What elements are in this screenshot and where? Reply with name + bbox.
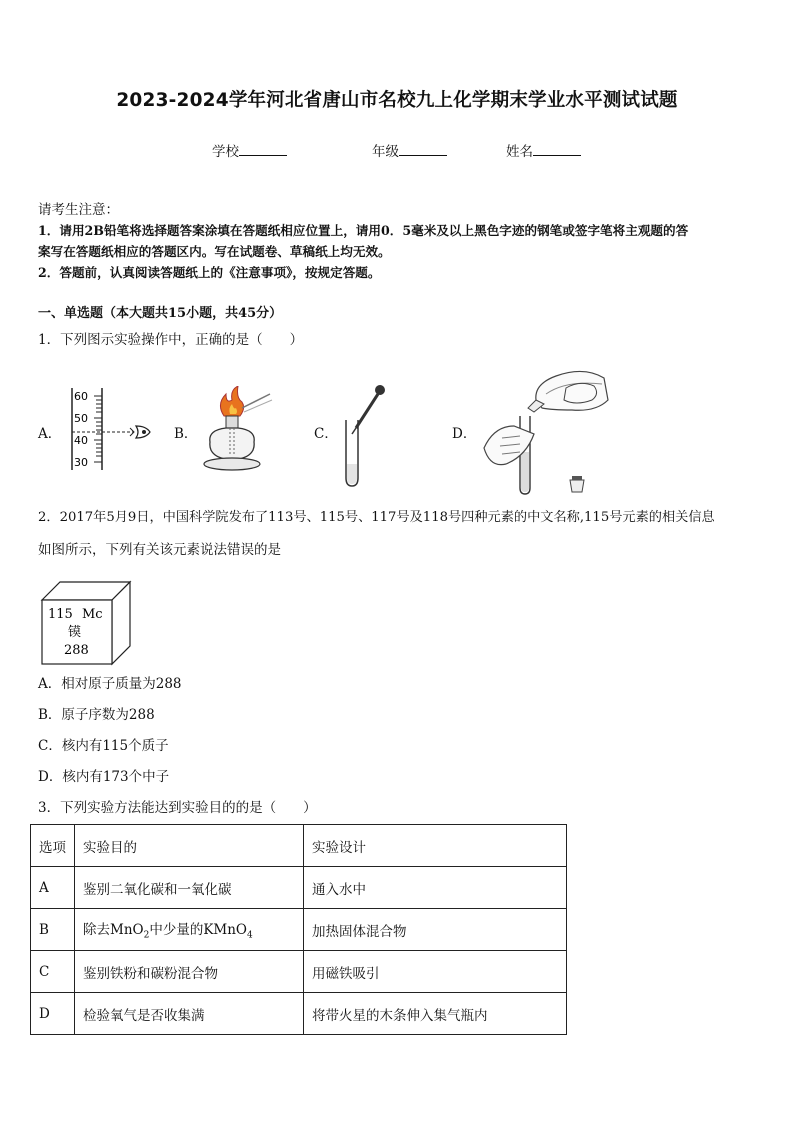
row-purpose: 鉴别二氧化碳和一氧化碳 <box>75 867 304 909</box>
q2-stem-line1: 2．2017年5月9日，中国科学院发布了113号、115号、117号及118号四种元素的中文名称,115号元素的相关信息 <box>38 510 715 525</box>
row-design: 通入水中 <box>304 867 567 909</box>
tick-50: 50 <box>74 412 88 425</box>
element-mass: 288 <box>64 643 89 658</box>
table-row <box>31 867 567 909</box>
figure-c-test-tube-dropper <box>336 384 396 488</box>
figure-d-pouring-liquid <box>476 360 616 500</box>
header-option: 选项 <box>31 825 75 867</box>
row-design: 加热固体混合物 <box>304 909 567 951</box>
purpose-text: 中少量的KMnO <box>149 922 247 939</box>
figure-b-alcohol-lamp <box>196 386 276 474</box>
purpose-text: 除去MnO <box>83 922 144 939</box>
q2-option-a: A．相对原子质量为288 <box>38 676 182 692</box>
section1-heading: 一、单选题（本大题共15小题，共45分） <box>38 306 283 321</box>
table-row <box>31 951 567 993</box>
q3-stem: 3．下列实验方法能达到实验目的的是（ ） <box>38 800 317 816</box>
tick-40: 40 <box>74 434 88 447</box>
name-blank[interactable] <box>533 142 581 156</box>
q1-label-b: B． <box>174 426 198 442</box>
q2-option-d: D．核内有173个中子 <box>38 769 170 785</box>
header-purpose: 实验目的 <box>75 825 304 867</box>
tick-60: 60 <box>74 390 88 403</box>
q2-stem-line2: 如图所示，下列有关该元素说法错误的是 <box>38 542 281 558</box>
name-field <box>506 140 581 160</box>
q1-label-d: D． <box>452 426 477 442</box>
name-label: 姓名 <box>506 144 533 160</box>
grade-label: 年级 <box>372 144 399 160</box>
grade-blank[interactable] <box>399 142 447 156</box>
table-row <box>31 909 567 951</box>
q3-table <box>30 824 567 1035</box>
notice-heading: 请考生注意： <box>38 202 119 218</box>
dropper-bulb-icon <box>375 385 385 395</box>
grade-field <box>372 140 447 160</box>
subscript: 2 <box>143 930 150 941</box>
notice-item1-line2: 案写在答题纸相应的答题区内。写在试题卷、草稿纸上均无效。 <box>38 244 391 259</box>
page-title: 2023-2024学年河北省唐山市名校九上化学期末学业水平测试试题 <box>116 90 678 111</box>
row-option: A <box>31 867 75 909</box>
element-symbol: Mc <box>82 607 103 622</box>
row-purpose: 鉴别铁粉和碳粉混合物 <box>75 951 304 993</box>
row-design: 用磁铁吸引 <box>304 951 567 993</box>
subscript: 4 <box>247 930 253 941</box>
q2-option-c: C．核内有115个质子 <box>38 738 169 754</box>
notice-item2: 2．答题前，认真阅读答题纸上的《注意事项》，按规定答题。 <box>38 265 381 280</box>
row-option: C <box>31 951 75 993</box>
table-header-row <box>31 825 567 867</box>
element-card <box>38 578 134 668</box>
table-row <box>31 993 567 1035</box>
notice-item1-line1: 1．请用2B铅笔将选择题答案涂填在答题纸相应位置上，请用0．5毫米及以上黑色字迹的钢笔或签字笔将主观题的答 <box>38 223 689 238</box>
row-option: D <box>31 993 75 1035</box>
q1-label-a: A． <box>38 426 62 442</box>
tick-30: 30 <box>74 456 88 469</box>
row-option: B <box>31 909 75 951</box>
school-field <box>212 140 287 160</box>
row-purpose <box>75 909 304 951</box>
q1-label-c: C． <box>314 426 338 442</box>
q2-option-b: B．原子序数为288 <box>38 707 155 723</box>
school-label: 学校 <box>212 144 239 160</box>
school-blank[interactable] <box>239 142 287 156</box>
element-number: 115 <box>48 607 73 622</box>
header-design: 实验设计 <box>304 825 567 867</box>
row-design: 将带火星的木条伸入集气瓶内 <box>304 993 567 1035</box>
q1-stem: 1．下列图示实验操作中，正确的是（ ） <box>38 332 304 348</box>
stopper-icon <box>570 480 584 492</box>
element-name: 镆 <box>68 625 82 640</box>
figure-a-cylinder-reading <box>66 386 154 472</box>
row-purpose: 检验氧气是否收集满 <box>75 993 304 1035</box>
